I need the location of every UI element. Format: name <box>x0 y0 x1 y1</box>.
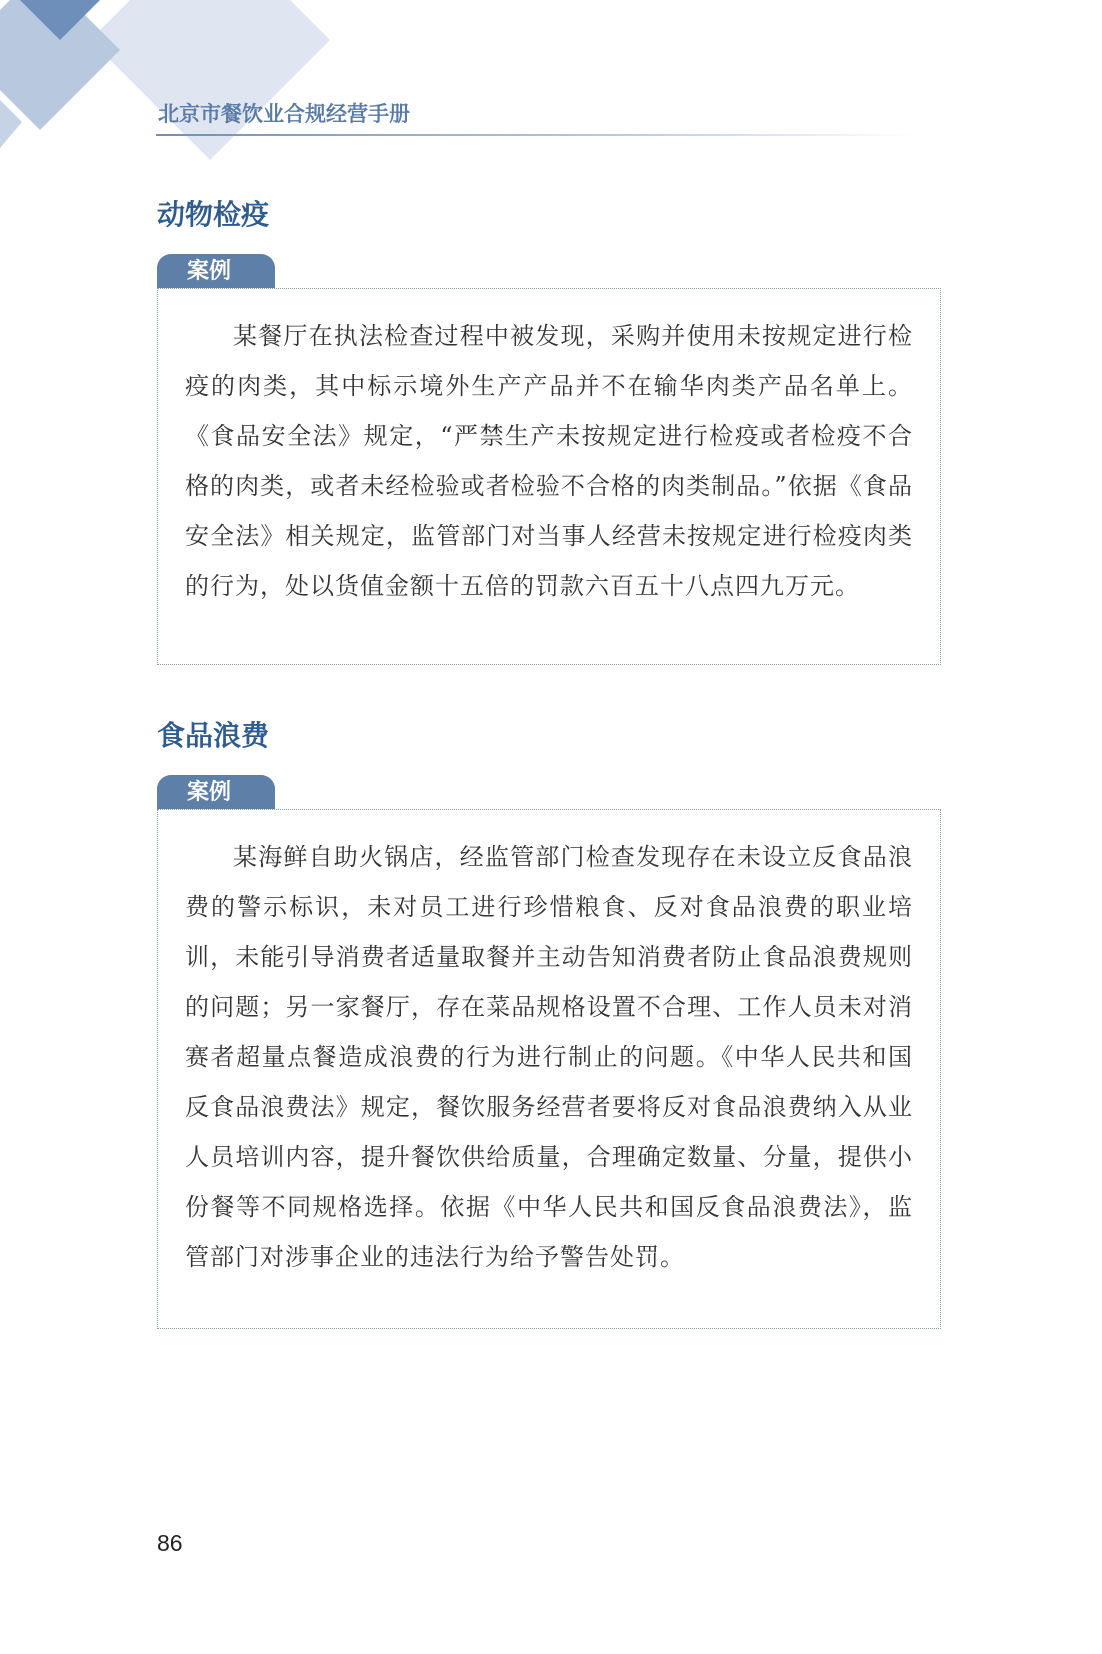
header-rule <box>156 134 916 136</box>
running-header: 北京市餐饮业合规经营手册 <box>158 102 410 126</box>
section-title-food-waste: 食品浪费 <box>157 719 270 752</box>
case-label-tab: 案例 <box>157 775 275 809</box>
deco-diamond-light <box>90 0 330 160</box>
case-text: 某海鲜自助火锅店，经监管部门检查发现存在未设立反食品浪费的警示标识，未对员工进行珍惜粮食、反对食品浪费的职业培训，未能引导消费者适量取餐并主动告知消费者防止食品浪费规则的问题；另一家餐厅，存在菜品规格设置不合理、工作人员未对消赛者超量点餐造成浪费的行为进行制止的问题。《中华人民共和国反食品浪费法》规定，餐饮服务经营者要将反对食品浪费纳入从业人员培训内容，提升餐饮供给质量，合理确定数量、分量，提供小份餐等不同规格选择。依据《中华人民共和国反食品浪费法》，监管部门对涉事企业的违法行为给予警告处罚。 <box>185 843 913 1271</box>
case-box-animal-quarantine <box>157 288 941 665</box>
case-text: 某餐厅在执法检查过程中被发现，采购并使用未按规定进行检疫的肉类，其中标示境外生产产品并不在输华肉类产品名单上。《食品安全法》规定，“严禁生产未按规定进行检疫或者检疫不合格的肉类，或者未经检验或者检验不合格的肉类制品。”依据《食品安全法》相关规定，监管部门对当事人经营未按规定进行检疫肉类的行为，处以货值金额十五倍的罚款六百五十八点四九万元。 <box>185 322 913 600</box>
page-number: 86 <box>157 1530 183 1556</box>
case-label-tab: 案例 <box>157 254 275 288</box>
case-box-food-waste <box>157 809 941 1329</box>
section-title-animal-quarantine: 动物检疫 <box>157 198 270 231</box>
